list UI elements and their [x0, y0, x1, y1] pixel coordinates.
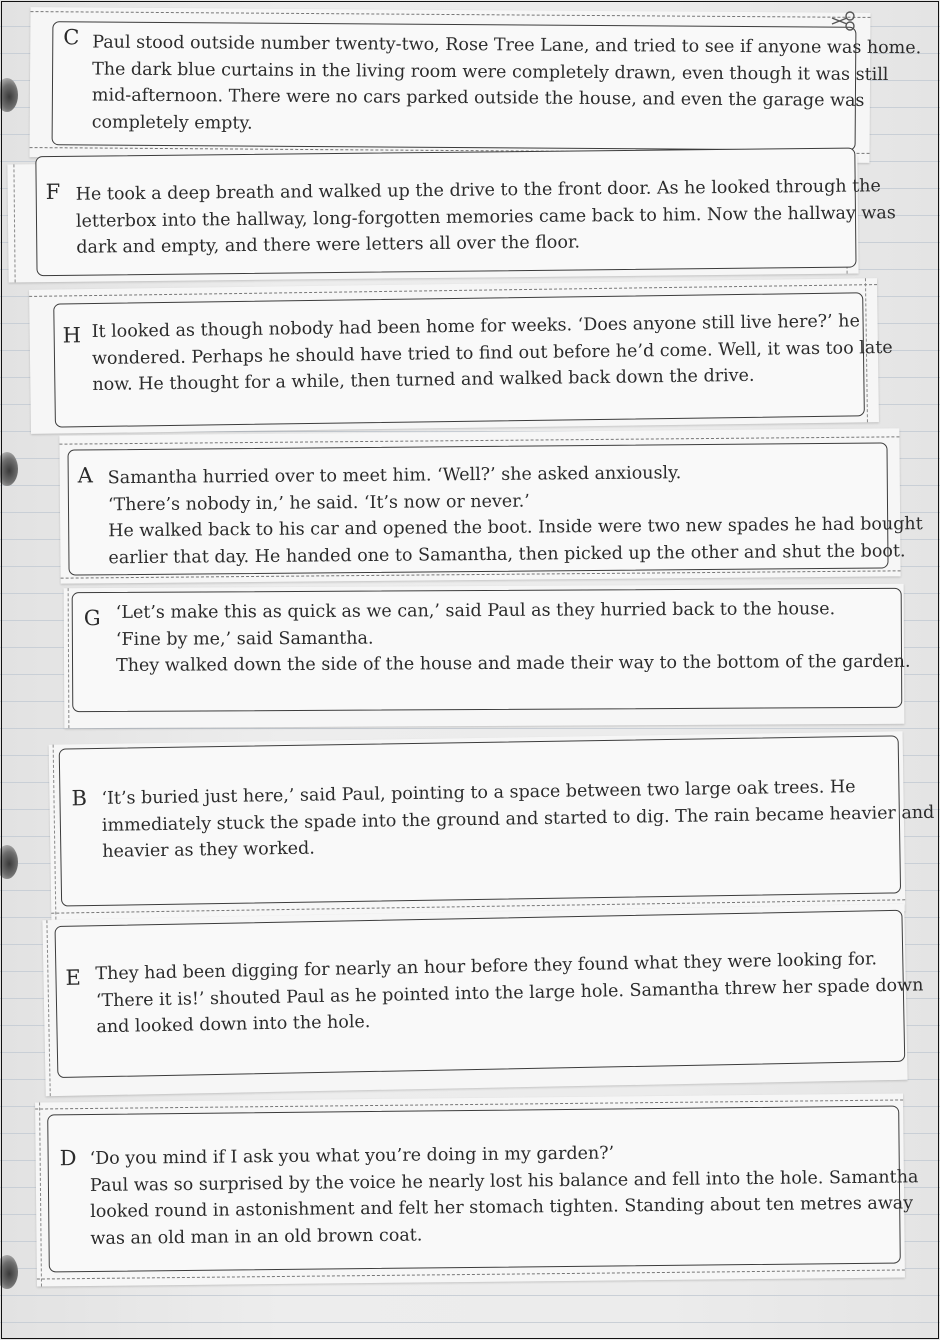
text-line: ‘There it is!’ shouted Paul as he pointed into the large hole. Samantha threw her spade down: [95, 974, 924, 1011]
text-line: heavier as they worked.: [102, 838, 315, 862]
punch-hole: [0, 1255, 18, 1289]
text-line: It looked as though nobody had been home for weeks. ‘Does anyone still live here?’ he: [91, 311, 861, 343]
text-line: and looked down into the hole.: [96, 1012, 371, 1038]
story-strip-a: [59, 428, 923, 583]
text-line: dark and empty, and there were letters all over the floor.: [76, 232, 581, 258]
story-strip-f: [7, 156, 896, 283]
text-line: earlier that day. He handed one to Samantha, then picked up the other and shut the boot.: [108, 540, 906, 568]
punch-hole: [0, 78, 18, 112]
strip-letter: B: [71, 786, 88, 811]
text-line: They had been digging for nearly an hour before they found what they were looking for.: [95, 949, 878, 985]
text-line: He took a deep breath and walked up the drive to the front door. As he looked through the: [75, 176, 881, 205]
text-line: The dark blue curtains in the living room were completely drawn, even though it was still: [92, 59, 889, 85]
story-strip-h: [29, 278, 893, 434]
strip-letter: G: [83, 606, 101, 631]
strip-text: [91, 308, 893, 399]
text-line: looked round in astonishment and felt her stomach tighten. Standing about ten metres away: [90, 1193, 914, 1222]
story-strip-c: [29, 7, 922, 163]
strip-text: [108, 458, 923, 571]
story-strip-g: [64, 584, 911, 728]
strip-text: [92, 30, 922, 142]
strip-text: [101, 773, 935, 866]
text-line: ‘Fine by me,’ said Samantha.: [115, 628, 374, 650]
strip-letter: F: [45, 179, 61, 205]
text-line: Samantha hurried over to meet him. ‘Well?’ she asked anxiously.: [107, 463, 682, 489]
strip-letter: D: [59, 1146, 77, 1171]
text-line: completely empty.: [91, 111, 253, 134]
punch-hole: [0, 452, 18, 486]
strip-text: [76, 173, 897, 261]
strip-text: [90, 1137, 920, 1252]
strip-text: [116, 596, 911, 680]
text-line: mid-afternoon. There were no cars parked outside the house, and even the garage was: [91, 85, 865, 111]
text-line: ‘Let’s make this as quick as we can,’ said Paul as they hurried back to the house.: [115, 599, 836, 623]
story-strip-e: [42, 904, 924, 1097]
text-line: wondered. Perhaps he should have tried to find out before he’d come. Well, it was too late: [91, 337, 893, 369]
story-strip-b: [49, 731, 935, 924]
text-line: Paul stood outside number twenty-two, Rose Tree Lane, and tried to see if anyone was home.: [92, 32, 922, 59]
text-line: They walked down the side of the house and made their way to the bottom of the garden.: [115, 651, 911, 676]
strip-letter: C: [63, 25, 80, 50]
text-line: He walked back to his car and opened the boot. Inside were two new spades he had bought: [108, 514, 923, 542]
strip-text: [95, 945, 924, 1040]
strip-letter: E: [65, 965, 82, 990]
scissors-icon: [830, 10, 856, 32]
strip-letter: H: [62, 323, 82, 348]
text-line: ‘It’s buried just here,’ said Paul, pointing to a space between two large oak trees. He: [101, 777, 856, 809]
strip-letter: A: [77, 463, 93, 488]
text-line: letterbox into the hallway, long-forgotten memories came back to him. Now the hallway was: [75, 202, 896, 232]
text-line: ‘Do you mind if I ask you what you’re doing in my garden?’: [89, 1143, 615, 1169]
text-line: now. He thought for a while, then turned and walked back down the drive.: [92, 365, 755, 396]
text-line: ‘There’s nobody in,’ he said. ‘It’s now or never.’: [107, 491, 530, 515]
text-line: Paul was so surprised by the voice he nearly lost his balance and fell into the hole. Samantha: [89, 1166, 919, 1196]
text-line: was an old man in an old brown coat.: [90, 1225, 423, 1249]
text-line: immediately stuck the spade into the ground and started to dig. The rain became heavier and: [101, 802, 935, 836]
story-strip-d: [35, 1093, 919, 1286]
punch-hole: [0, 845, 18, 879]
